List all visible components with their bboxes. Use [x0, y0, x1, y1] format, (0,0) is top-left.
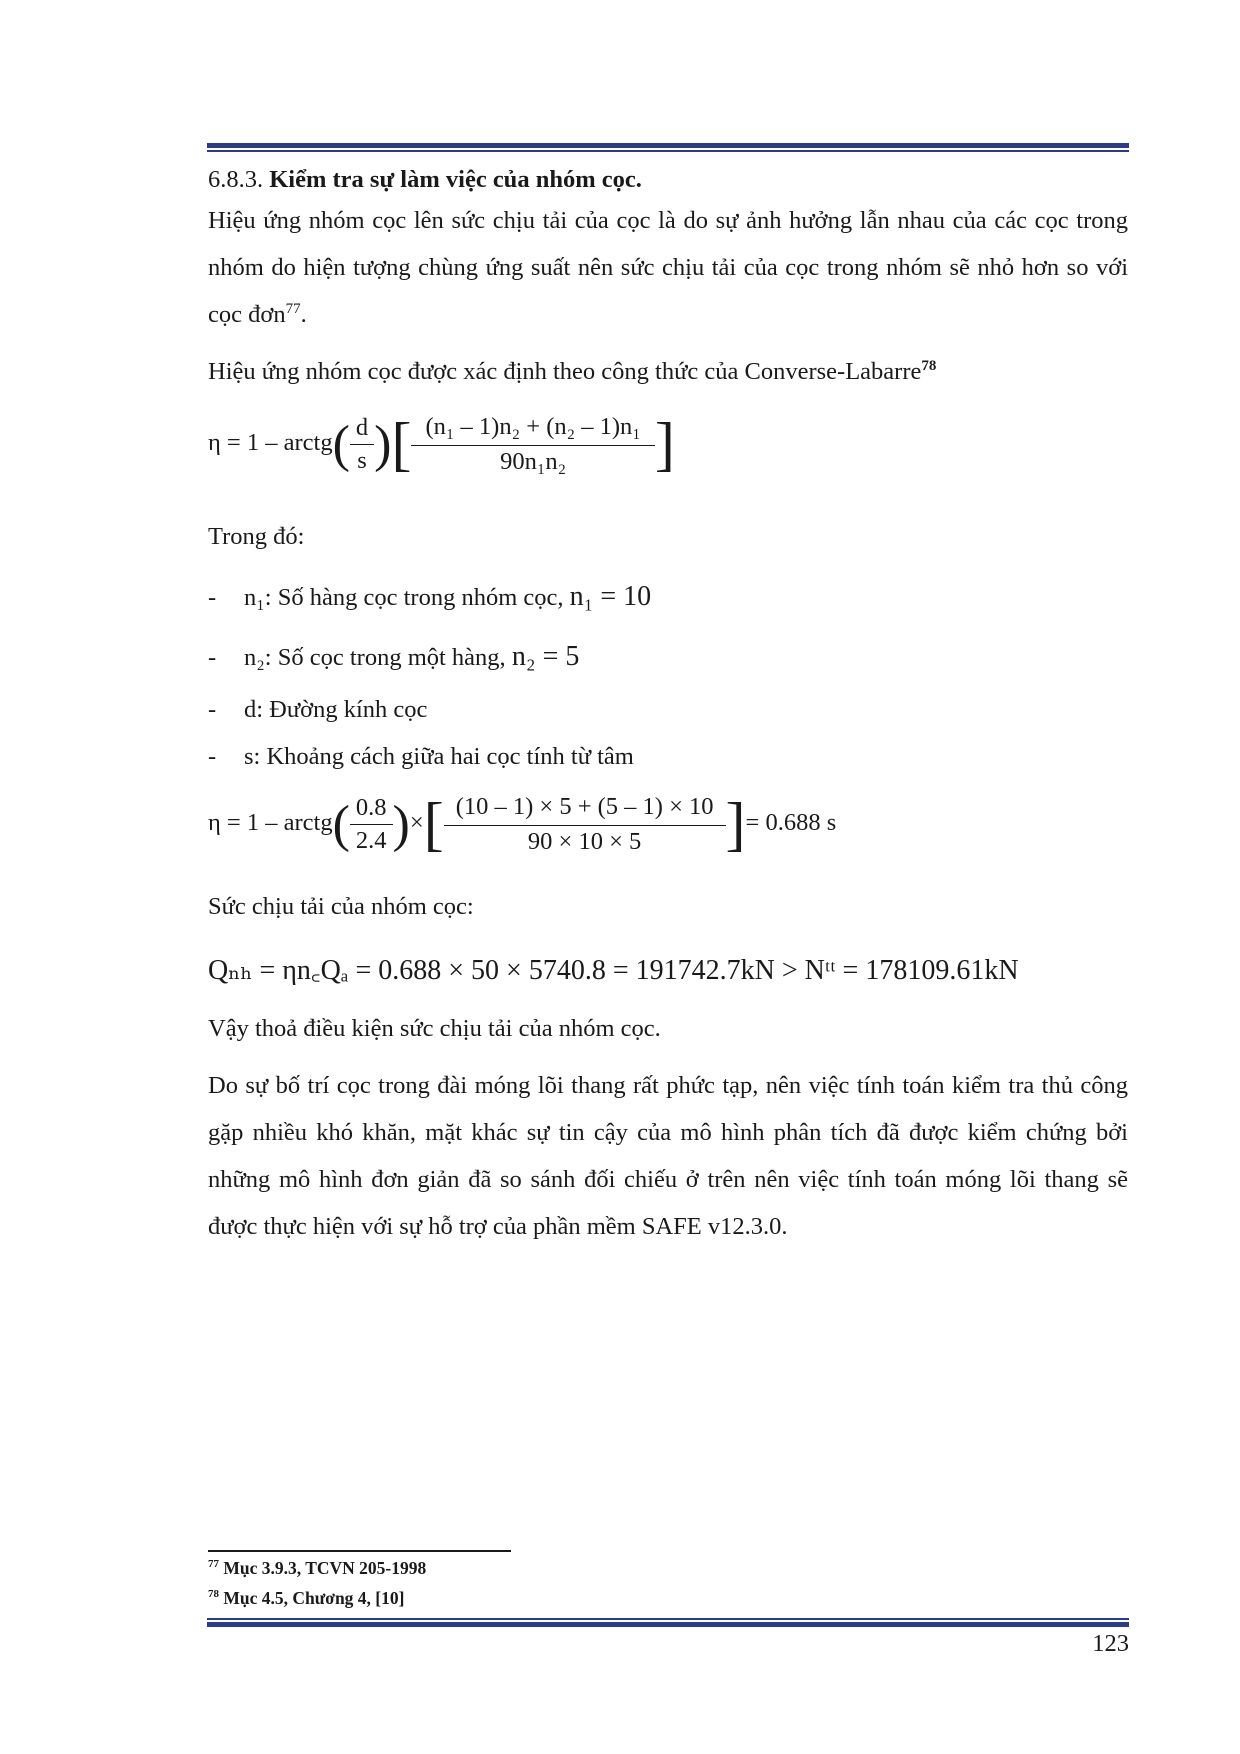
- bullet-text: s: Khoảng cách giữa hai cọc tính từ tâm: [244, 743, 634, 770]
- where-label: Trong đó:: [208, 523, 305, 550]
- formula-group-efficiency: η = 1 – arctg( $\frac{d}{s}$ )[ $\frac{\text{(n₁ – 1)n₂ + (n₂ – 1)n₁}}{\text{90n₁n₂}}$ ]: [208, 411, 675, 477]
- formula-2-a-num: 0.8: [350, 794, 393, 825]
- section-heading: [208, 163, 642, 197]
- footnote-ref-78: 78: [921, 357, 937, 374]
- paragraph-3: [208, 1062, 1128, 1250]
- formula-2-result: = 0.688 s: [745, 809, 837, 837]
- bullet-dash: -: [208, 644, 217, 671]
- capacity-label: Sức chịu tải của nhóm cọc:: [208, 893, 474, 920]
- bullet-math: n₂ = 5: [511, 641, 580, 672]
- formula-1-denominator: 90n₁n₂: [500, 448, 567, 475]
- bullet-dash: -: [208, 743, 217, 770]
- footnote-separator: [208, 1550, 511, 1552]
- formula-2-numerator: (10 – 1) × 5 + (5 – 1) × 10: [444, 793, 726, 826]
- bullet-n2: [208, 640, 579, 675]
- footnote-number: 78: [208, 1588, 219, 1601]
- formula-calculation: η = 1 – arctg( $\frac{0.8}{2.4}$ )×[ $\frac{(10 - 1) \times 5 + (5 - 1) \times 10}{90 \times 10 \times 5}$ ]= 0.688 s: [208, 791, 837, 857]
- footnote-78: [208, 1588, 404, 1609]
- footnote-number: 77: [208, 1558, 219, 1571]
- footnote-77: [208, 1558, 426, 1579]
- bullet-d: [208, 693, 427, 727]
- bullet-dash: -: [208, 696, 217, 723]
- paragraph-3-text: Do sự bố trí cọc trong đài móng lõi thang rất phức tạp, nên việc tính toán kiểm tra thủ công gặp nhiều khó khăn, mặt khác sự tin cậy của mô hình phân tích đã được kiểm chứng bởi những mô hình đơn giản đã so sánh đối chiếu ở trên nên việc tính toán móng lõi thang sẽ được thực hiện với sự hỗ trợ của phần mềm SAFE v12.3.0.: [208, 1072, 1128, 1240]
- bullet-text: d: Đường kính cọc: [244, 696, 428, 723]
- formula-1-numerator: (n₁ – 1)n₂ + (n₂ – 1)n₁: [411, 413, 654, 446]
- formula-2-denominator: 90 × 10 × 5: [527, 828, 642, 855]
- footer-rule: [207, 1618, 1129, 1627]
- paragraph-2-text: Hiệu ứng nhóm cọc được xác định theo công thức của Converse-Labarre: [208, 358, 922, 385]
- bullet-math: n₁ = 10: [569, 581, 652, 612]
- formula-2-a-den: 2.4: [355, 827, 387, 854]
- formula-2-times: ×: [409, 809, 424, 837]
- page-number: 123: [1092, 1630, 1129, 1657]
- paragraph-2: [208, 355, 936, 389]
- conclusion-text: Vậy thoả điều kiện sức chịu tải của nhóm cọc.: [208, 1015, 661, 1042]
- formula-1-d: d: [350, 414, 374, 445]
- section-title: Kiểm tra sự làm việc của nhóm cọc.: [269, 166, 642, 193]
- bullet-n1: [208, 580, 651, 615]
- footnote-ref-77: 77: [285, 300, 301, 317]
- bullet-dash: -: [208, 584, 217, 611]
- paragraph-1-text: Hiệu ứng nhóm cọc lên sức chịu tải của cọc là do sự ảnh hưởng lẫn nhau của các cọc trong nhóm do hiện tượng chùng ứng suất nên sức chịu tải của cọc trong nhóm sẽ nhỏ hơn so với cọc đơn: [208, 207, 1128, 328]
- section-number: 6.8.3.: [208, 166, 264, 193]
- header-rule: [207, 143, 1129, 152]
- formula-1-lhs: η = 1 – arctg: [208, 429, 333, 457]
- paragraph-1: Hiệu ứng nhóm cọc lên sức chịu tải của cọc là do sự ảnh hưởng lẫn nhau của các cọc trong nhóm do hiện tượng chùng ứng suất nên sức chịu tải của cọc trong nhóm sẽ nhỏ hơn so với cọc đơn$^{77}$.: [208, 207, 1128, 328]
- formula-2-lhs: η = 1 – arctg: [208, 809, 333, 837]
- bullet-s: [208, 740, 634, 774]
- bullet-text: n₂: Số cọc trong một hàng,: [244, 644, 506, 671]
- formula-1-s: s: [357, 447, 367, 474]
- footnote-text: Mục 3.9.3, TCVN 205-1998: [223, 1558, 427, 1578]
- formula-group-capacity: Qₙₕ = ηn꜀Qₐ = 0.688 × 50 × 5740.8 = 191742.7kN > Nᵗᵗ = 178109.61kN: [208, 955, 1019, 986]
- bullet-text: n₁: Số hàng cọc trong nhóm cọc,: [244, 584, 564, 611]
- footnote-text: Mục 4.5, Chương 4, [10]: [223, 1588, 405, 1608]
